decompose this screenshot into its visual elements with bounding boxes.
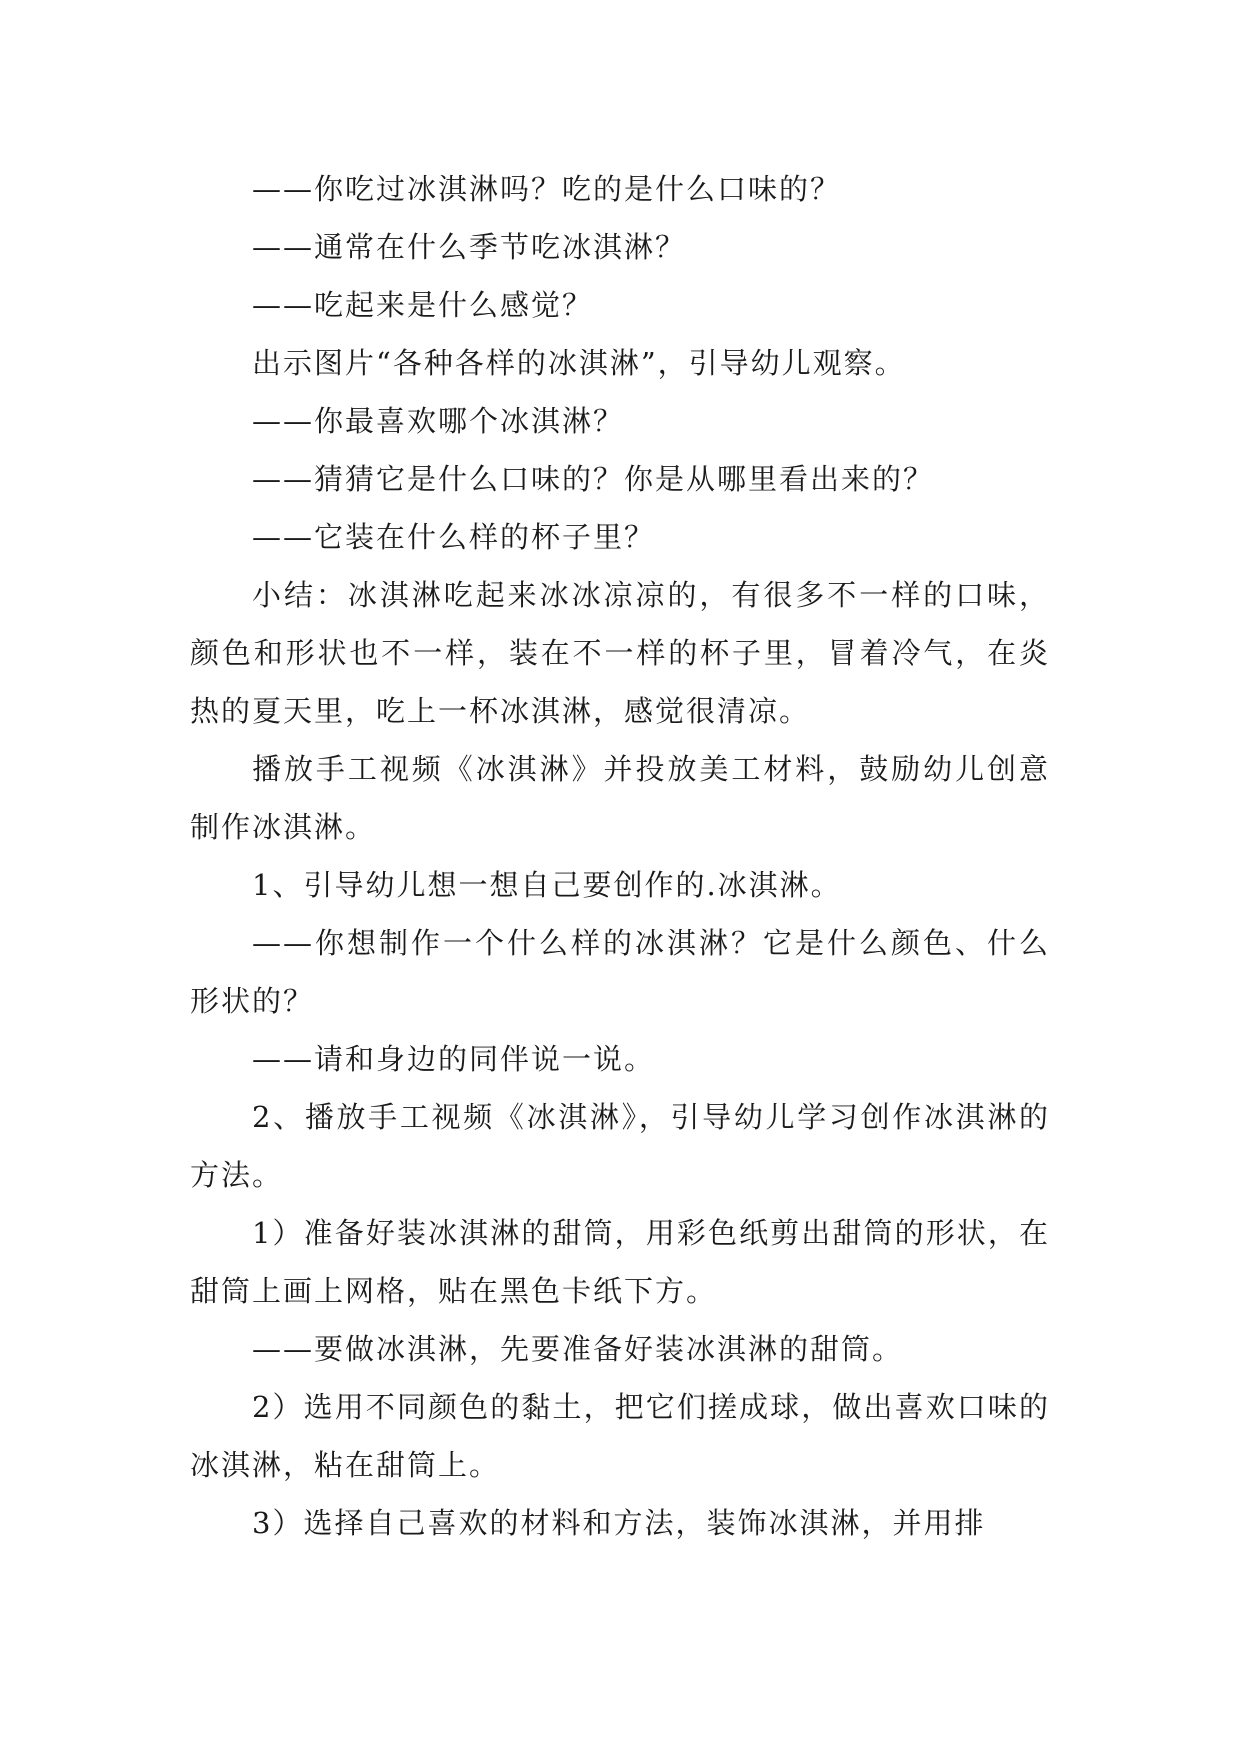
paragraph: 出示图片“各种各样的冰淇淋”，引导幼儿观察。: [252, 346, 906, 380]
paragraph: 播放手工视频《冰淇淋》并投放美工材料，鼓励幼儿创意制作冰淇淋。: [190, 752, 1050, 844]
paragraph: 2）选用不同颜色的黏土，把它们搓成球，做出喜欢口味的冰淇淋，粘在甜筒上。: [190, 1390, 1050, 1482]
paragraph: ——它装在什么样的杯子里？: [252, 520, 656, 554]
paragraph: 小结：冰淇淋吃起来冰冰凉凉的，有很多不一样的口味，颜色和形状也不一样，装在不一样的杯子里，冒着冷气，在炎热的夏天里，吃上一杯冰淇淋，感觉很清凉。: [190, 578, 1050, 728]
paragraph: 1、引导幼儿想一想自己要创作的.冰淇淋。: [252, 868, 842, 902]
paragraph: ——你想制作一个什么样的冰淇淋？它是什么颜色、什么形状的？: [190, 926, 1050, 1018]
paragraph: ——猜猜它是什么口味的？你是从哪里看出来的？: [252, 462, 935, 496]
paragraph: 2、播放手工视频《冰淇淋》，引导幼儿学习创作冰淇淋的方法。: [190, 1100, 1050, 1192]
paragraph: ——你吃过冰淇淋吗？吃的是什么口味的？: [252, 172, 842, 206]
paragraph: ——要做冰淇淋，先要准备好装冰淇淋的甜筒。: [252, 1332, 904, 1366]
paragraph: ——吃起来是什么感觉？: [252, 288, 594, 322]
document-body: [190, 160, 1050, 1552]
paragraph: ——请和身边的同伴说一说。: [252, 1042, 656, 1076]
paragraph: 3）选择自己喜欢的材料和方法，装饰冰淇淋，并用排: [252, 1506, 986, 1540]
paragraph: ——通常在什么季节吃冰淇淋？: [252, 230, 687, 264]
paragraph: 1）准备好装冰淇淋的甜筒，用彩色纸剪出甜筒的形状，在甜筒上画上网格，贴在黑色卡纸下方。: [190, 1216, 1050, 1308]
paragraph: ——你最喜欢哪个冰淇淋？: [252, 404, 625, 438]
